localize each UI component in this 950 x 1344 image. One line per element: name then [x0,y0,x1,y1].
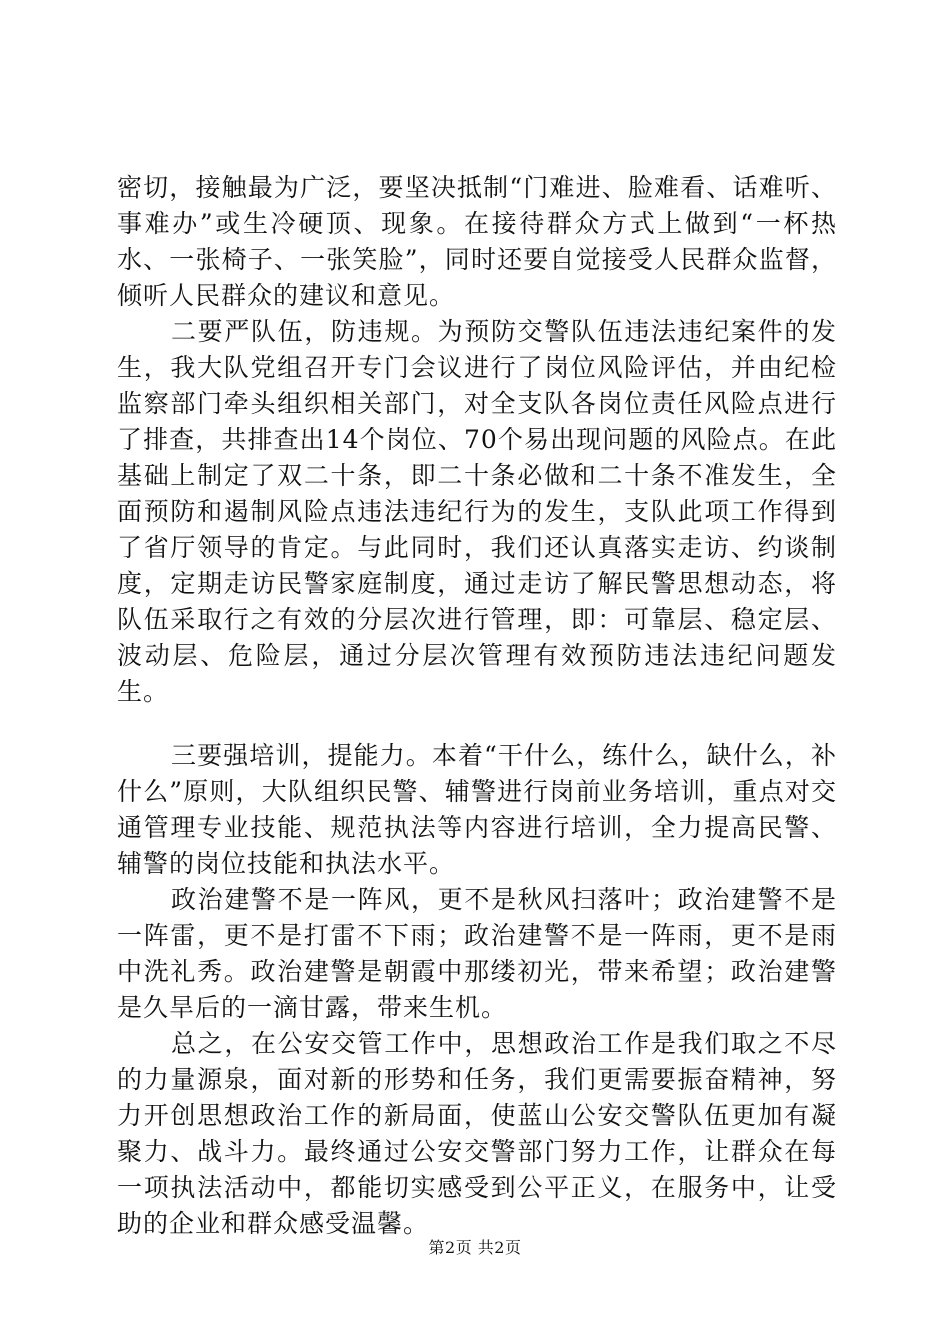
paragraph-strict-team: 二要严队伍，防违规。为预防交警队伍违法违纪案件的发生，我大队党组召开专门会议进行了岗位风险评估，并由纪检监察部门牵头组织相关部门，对全支队各岗位责任风险点进行了排查，共排查出14个岗位、70个易出现问题的风险点。在此基础上制定了双二十条，即二十条必做和二十条不准发生，全面预防和遏制风险点违法违纪行为的发生，支队此项工作得到了省厅领导的肯定。与此同时，我们还认真落实走访、约谈制度，定期走访民警家庭制度，通过走访了解民警思想动态，将队伍采取行之有效的分层次进行管理，即：可靠层、稳定层、波动层、危险层，通过分层次管理有效预防违法违纪问题发生。 [117,317,837,706]
paragraph-conclusion: 总之，在公安交管工作中，思想政治工作是我们取之不尽的力量源泉，面对新的形势和任务，我们更需要振奋精神，努力开创思想政治工作的新局面，使蓝山公安交警队伍更加有凝聚力、战斗力。最终通过公安交警部门努力工作，让群众在每一项执法活动中，都能切实感受到公平正义，在服务中，让受助的企业和群众感受温馨。 [117,1029,837,1238]
paragraph-continuation: 密切，接触最为广泛，要坚决抵制“门难进、脸难看、话难听、事难办”或生冷硬顶、现象。在接待群众方式上做到“一杯热水、一张椅子、一张笑脸”，同时还要自觉接受人民群众监督，倾听人民群众的建议和意见。 [117,173,837,310]
paragraph-training: 三要强培训，提能力。本着“干什么，练什么，缺什么，补什么”原则，大队组织民警、辅警进行岗前业务培训，重点对交通管理专业技能、规范执法等内容进行培训，全力提高民警、辅警的岗位技能和执法水平。 [117,741,837,878]
document-body [117,170,837,1242]
paragraph-political-policing: 政治建警不是一阵风，更不是秋风扫落叶；政治建警不是一阵雷，更不是打雷不下雨；政治建警不是一阵雨，更不是雨中洗礼秀。政治建警是朝霞中那缕初光，带来希望；政治建警是久旱后的一滴甘露，带来生机。 [117,885,837,1022]
page-footer: 第2页 共2页 [428,1238,522,1257]
